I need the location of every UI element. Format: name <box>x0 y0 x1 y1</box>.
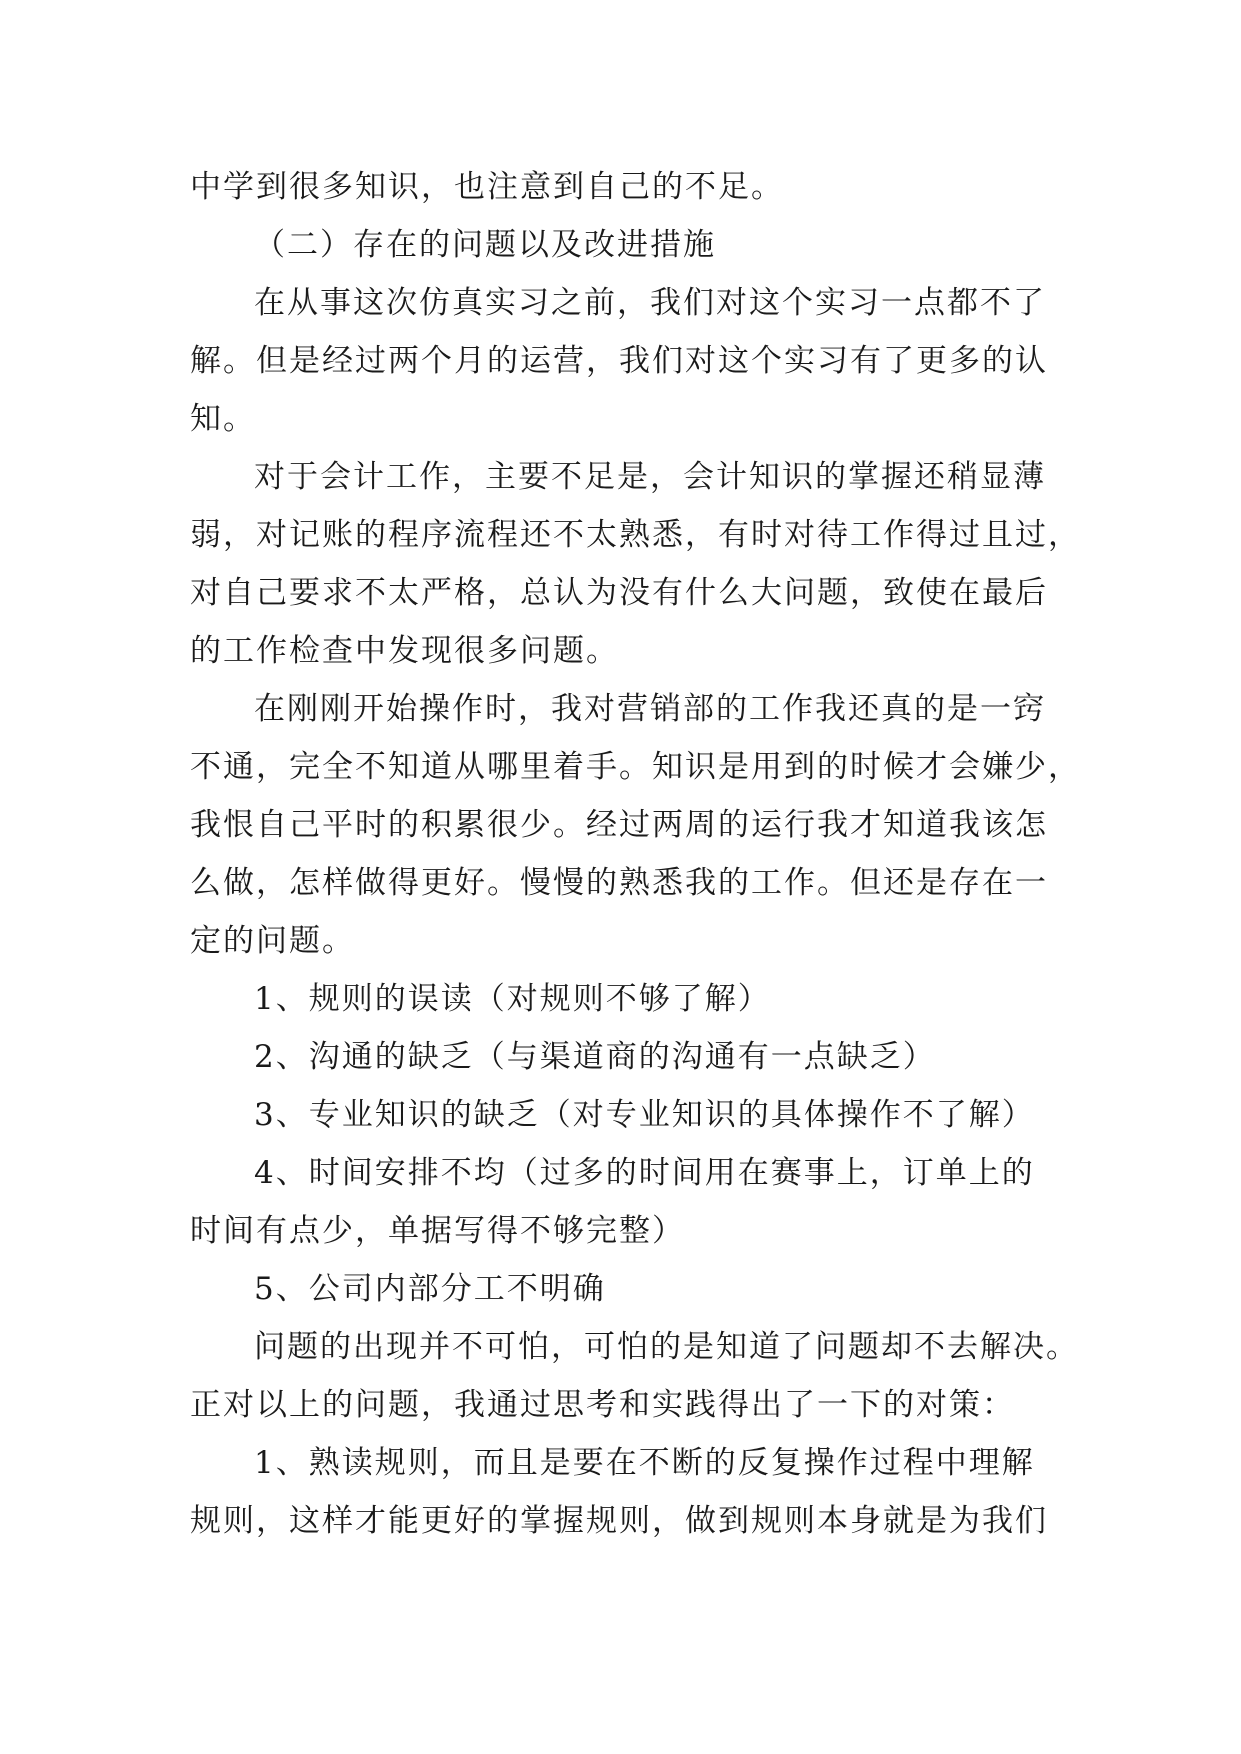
list-item: 5、公司内部分工不明确 <box>254 1271 606 1307</box>
text-line: 规则，这样才能更好的掌握规则，做到规则本身就是为我们 <box>190 1503 1048 1539</box>
text-line: 在从事这次仿真实习之前，我们对这个实习一点都不了 <box>254 285 1046 321</box>
text-line: 问题的出现并不可怕，可怕的是知道了问题却不去解决。 <box>254 1329 1079 1365</box>
text-line: 对自己要求不太严格，总认为没有什么大问题，致使在最后 <box>190 575 1048 611</box>
list-item: 1、规则的误读（对规则不够了解） <box>254 981 771 1017</box>
text-line: 么做，怎样做得更好。慢慢的熟悉我的工作。但还是存在一 <box>190 865 1048 901</box>
section-heading: （二）存在的问题以及改进措施 <box>254 227 716 263</box>
text-line: 时间有点少，单据写得不够完整） <box>190 1213 685 1249</box>
text-line: 解。但是经过两个月的运营，我们对这个实习有了更多的认 <box>190 343 1048 379</box>
text-line: 定的问题。 <box>190 923 355 959</box>
text-line: 弱，对记账的程序流程还不太熟悉，有时对待工作得过且过， <box>190 517 1081 553</box>
text-line: 中学到很多知识，也注意到自己的不足。 <box>190 169 784 205</box>
text-line: 对于会计工作，主要不足是，会计知识的掌握还稍显薄 <box>254 459 1046 495</box>
text-line: 的工作检查中发现很多问题。 <box>190 633 619 669</box>
list-item: 4、时间安排不均（过多的时间用在赛事上，订单上的 <box>254 1155 1035 1191</box>
list-item: 1、熟读规则，而且是要在不断的反复操作过程中理解 <box>254 1445 1035 1481</box>
list-item: 3、专业知识的缺乏（对专业知识的具体操作不了解） <box>254 1097 1035 1133</box>
text-line: 在刚刚开始操作时，我对营销部的工作我还真的是一窍 <box>254 691 1046 727</box>
list-item: 2、沟通的缺乏（与渠道商的沟通有一点缺乏） <box>254 1039 936 1075</box>
text-line: 正对以上的问题，我通过思考和实践得出了一下的对策： <box>190 1387 1015 1423</box>
text-line: 知。 <box>190 401 256 437</box>
text-line: 我恨自己平时的积累很少。经过两周的运行我才知道我该怎 <box>190 807 1048 843</box>
document-body <box>190 158 1081 1550</box>
text-line: 不通，完全不知道从哪里着手。知识是用到的时候才会嫌少， <box>190 749 1081 785</box>
